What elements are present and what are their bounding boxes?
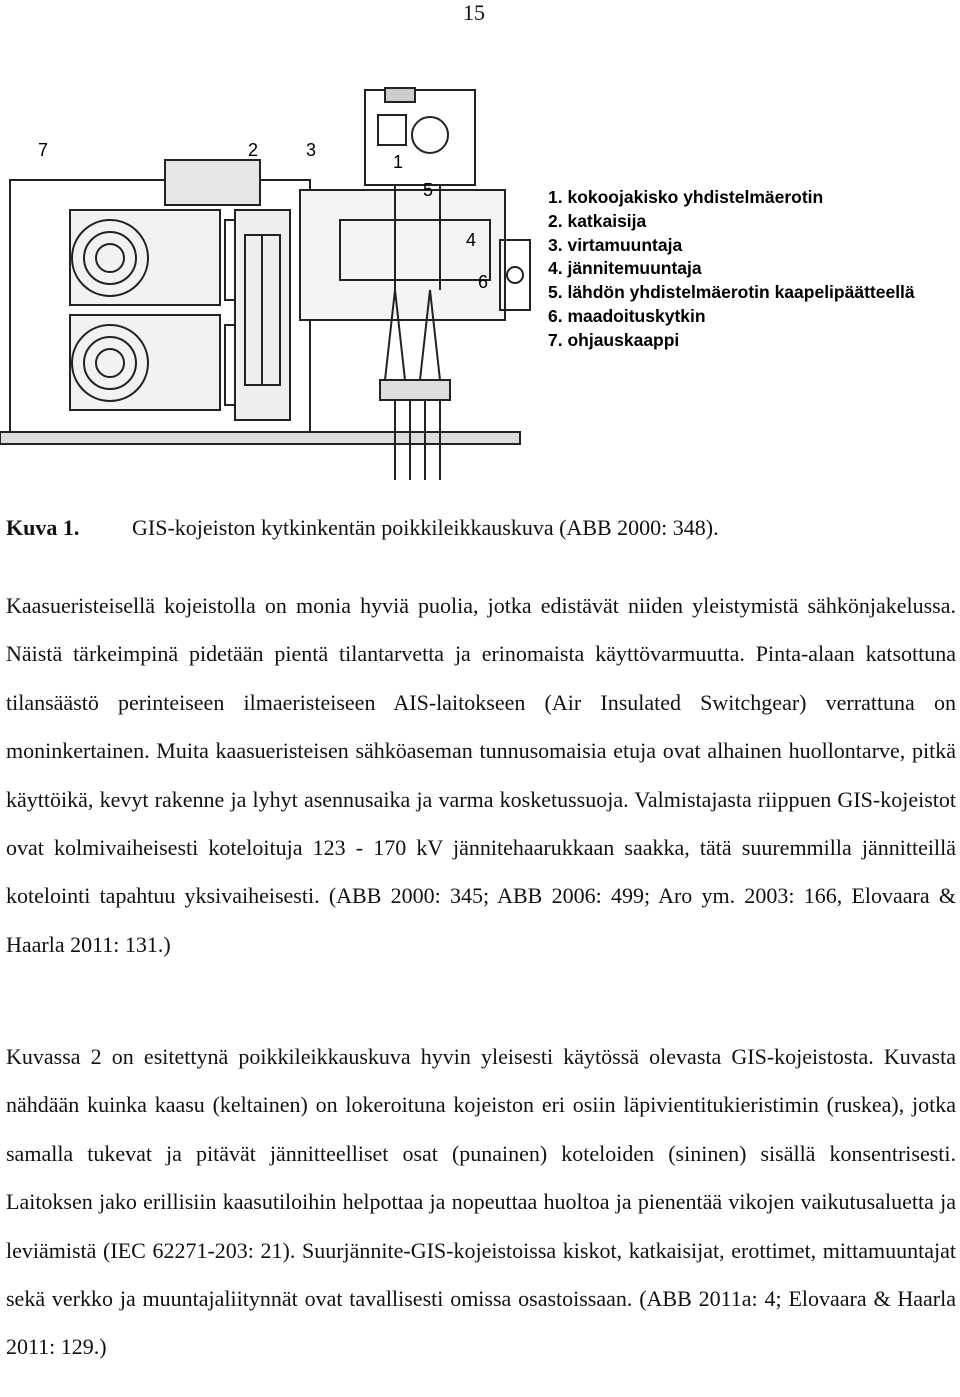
callout-6: 6 <box>478 272 489 292</box>
legend-item: 2. katkaisija <box>548 210 647 231</box>
figure-legend <box>548 186 915 353</box>
legend-item: 5. lähdön yhdistelmäerotin kaapelipäätteellä <box>548 282 915 303</box>
legend-item: 7. ohjauskaappi <box>548 329 680 350</box>
legend-item: 6. maadoituskytkin <box>548 305 706 326</box>
legend-item: 3. virtamuuntaja <box>548 234 683 255</box>
callout-4: 4 <box>466 230 477 250</box>
paragraph: Kuvassa 2 on esitettynä poikkileikkauskuva hyvin yleisesti käytössä olevasta GIS-kojeistosta. Kuvasta nähdään kuinka kaasu (keltainen) on lokeroituna kojeiston eri osiin läpivientitukieristimin (ruskea), jotka samalla tukevat ja pitävät jännitteelliset osat (punainen) koteloiden (sininen) sisällä konsentrisesti. Laitoksen jako erillisiin kaasutiloihin helpottaa ja nopeuttaa huoltoa ja pienentää vikojen vaikutusaluetta ja leviämistä (IEC 62271-203: 21). Suurjännite-GIS-kojeistoissa kiskot, katkaisijat, erottimet, mittamuuntajat sekä verkko ja muuntajaliitynnät ovat tavallisesti omissa osastoissaan. (ABB 2011a: 4; Elovaara & Haarla 2011: 129.) <box>6 1044 956 1360</box>
caption-text: GIS-kojeiston kytkinkentän poikkileikkauskuva (ABB 2000: 348). <box>132 515 719 540</box>
page-number: 15 <box>463 0 485 25</box>
caption-label: Kuva 1. <box>6 515 80 540</box>
callout-1: 1 <box>393 152 404 172</box>
callout-7: 7 <box>38 140 49 160</box>
callout-3: 3 <box>306 140 317 160</box>
legend-item: 1. kokoojakisko yhdistelmäerotin <box>548 187 824 207</box>
paragraph: Kaasueristeisellä kojeistolla on monia hyviä puolia, jotka edistävät niiden yleistymistä sähkönjakelussa. Näistä tärkeimpinä pidetään pientä tilantarvetta ja erinomaista käyttövarmuutta. Pinta-alaan katsottuna tilansäästö perinteiseen ilmaeristeiseen AIS-laitokseen (Air Insulated Switchgear) verrattuna on moninkertainen. Muita kaasueristeisen sähköaseman tunnusomaisia etuja ovat alhainen huollontarve, pitkä käyttöikä, kevyt rakenne ja lyhyt asennusaika ja varma kosketussuoja. Valmistajasta riippuen GIS-kojeistot ovat kolmivaiheisesti koteloituja 123 - 170 kV jännitehaarukkaan saakka, tätä suuremmilla jännitteillä kotelointi tapahtuu yksivaiheisesti. (ABB 2000: 345; ABB 2006: 499; Aro ym. 2003: 166, Elovaara & Haarla 2011: 131.) <box>6 593 956 957</box>
figure-caption <box>6 515 719 541</box>
callout-2: 2 <box>248 140 259 160</box>
legend-item: 4. jännitemuuntaja <box>548 258 702 279</box>
callout-5: 5 <box>423 180 434 200</box>
